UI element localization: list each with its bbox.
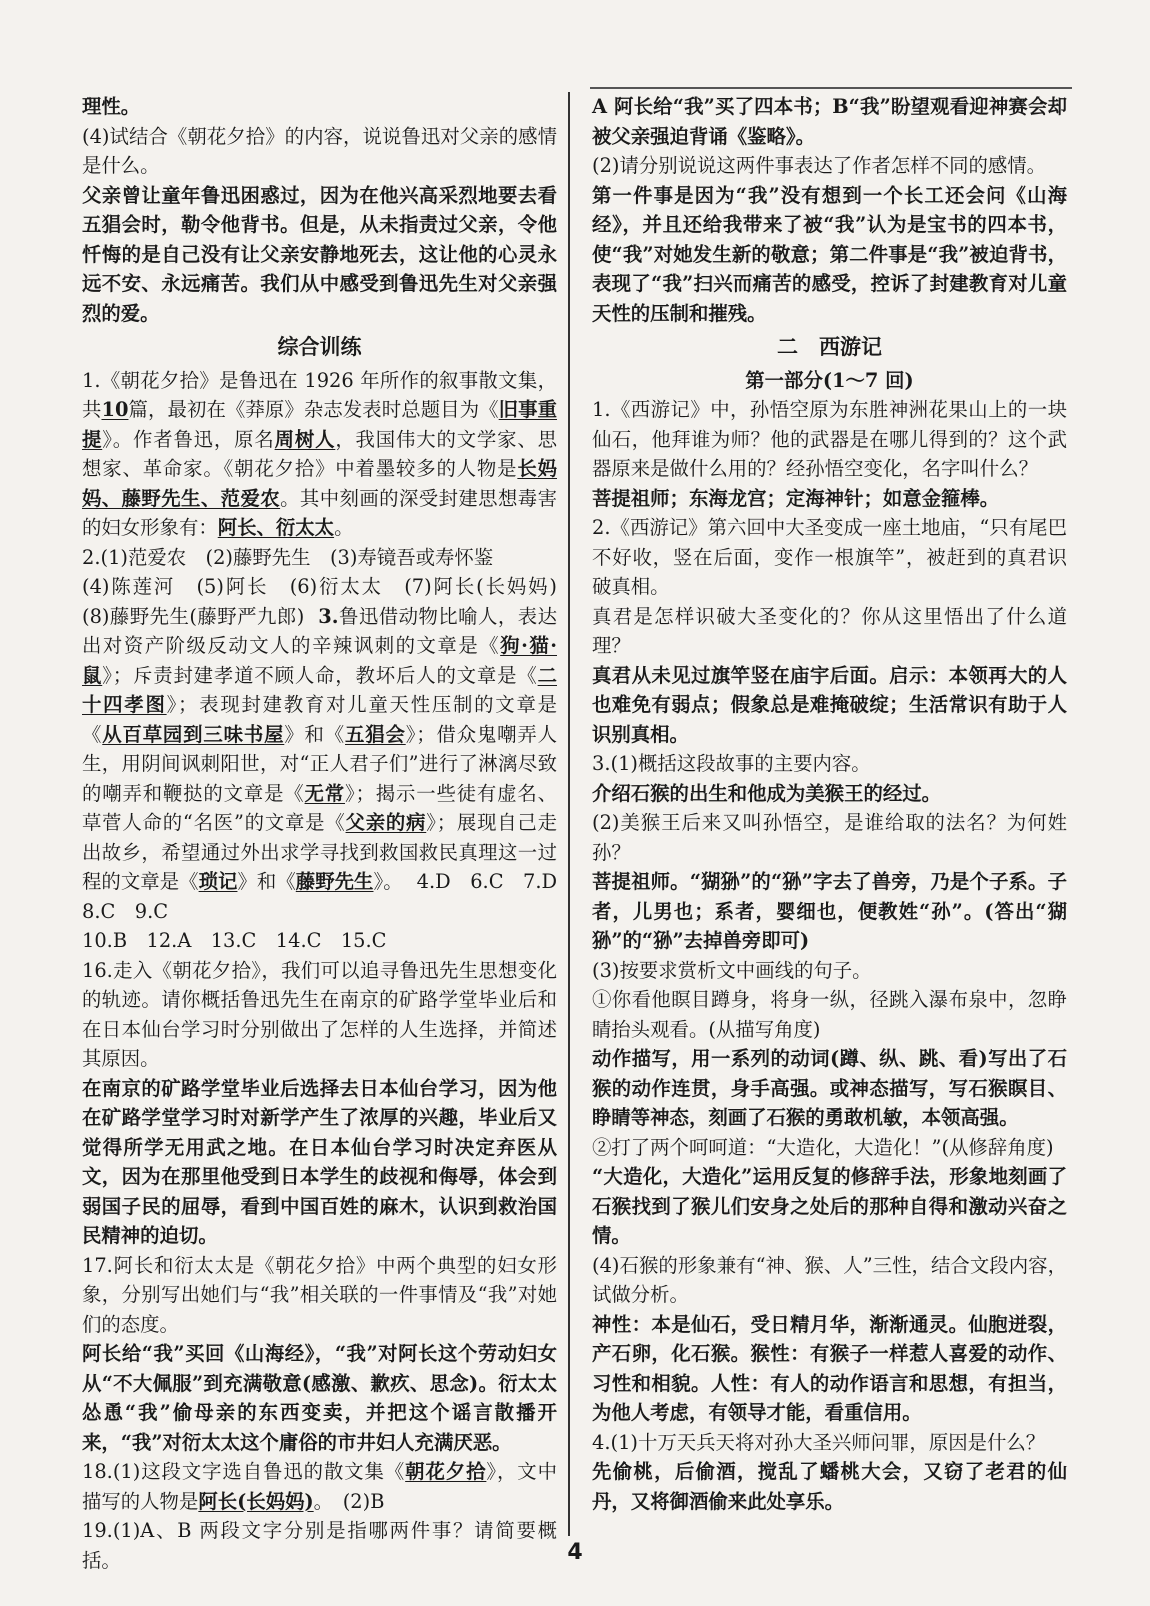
question-2-cont: (4)陈莲河 (5)阿长 (6)衍太太 (7)阿长(长妈妈) (8)藤野先生(藤野严九郎) 3.鲁迅借动物比喻人，表达出对资产阶级反动文人的辛辣讽刺的文章是《狗·猫·鼠》；斥责封建孝道不顾人命，教坏后人的文章是《二十四孝图》；表现封建教育对儿童天性压制的文章是《从百草园到三味书屋》和《五猖会》；借众鬼嘲弄人生，用阴间讽刺阳世，对“正人君子们”进行了淋漓尽致的嘲弄和鞭挞的文章是《无常》；揭示一些徒有虚名、草菅人命的“名医”的文章是《父亲的病》；展现自己走出故乡，希望通过外出求学寻找到救国救民真理这一过程的文章是《琐记》和《藤野先生》。 4.D 6.C 7.D 8.C 9.C (82, 575, 577, 923)
xiyouji-question-2: 2.《西游记》第六回中大圣变成一座土地庙，“只有尾巴不好收，竖在后面，变作一根旗竿”，被赶到的真君识破真相。 (592, 516, 1067, 598)
xiyouji-answer-3-4: 神性：本是仙石，受日精月华，渐渐通灵。仙胞迸裂，产石卵，化石猴。猴性：有猴子一样惹人喜爱的动作、习性和相貌。人性：有人的动作语言和思想，有担当，为他人考虑，有领导才能，看重信用。 (592, 1312, 1067, 1424)
xiyouji-question-1: 1.《西游记》中，孙悟空原为东胜神洲花果山上的一块仙石，他拜谁为师？他的武器是在哪儿得到的？这个武器原来是做什么用的？经孙悟空变化，名字叫什么？ (592, 398, 1067, 480)
question-10-15: 10.B 12.A 13.C 14.C 15.C (82, 929, 387, 952)
answer-text: 理性。 (82, 95, 141, 118)
xiyouji-answer-3-3a: 动作描写，用一系列的动词(蹲、纵、跳、看)写出了石猴的动作连贯，身手高强。或神态描写，写石猴瞑目、睁睛等神态，刻画了石猴的勇敢机敏，本领高强。 (592, 1047, 1067, 1129)
question-19-2: (2)请分别说说这两件事表达了作者怎样不同的感情。 (592, 154, 1047, 177)
xiyouji-answer-4: 先偷桃，后偷酒，搅乱了蟠桃大会，又窃了老君的仙丹，又将御酒偷来此处享乐。 (592, 1460, 1067, 1513)
xiyouji-question-2b: 真君是怎样识破大圣变化的？你从这里悟出了什么道理？ (592, 604, 1067, 657)
xiyouji-question-3-3: (3)按要求赏析文中画线的句子。 (592, 958, 872, 982)
question-1: 1.《朝花夕拾》是鲁迅在 1926 年所作的叙事散文集，共10篇，最初在《莽原》杂志发表时总题目为《旧事重提》。作者鲁迅，原名周树人，我国伟大的文学家、思想家、革命家。《朝花夕拾》中着墨较多的人物是长妈妈、藤野先生、范爱农。其中刻画的深受封建思想毒害的妇女形象有：阿长、衍太太。 (82, 368, 558, 539)
xiyouji-question-3-2: (2)美猴王后来又叫孙悟空，是谁给取的法名？为何姓孙？ (592, 811, 1067, 864)
answer-19-2: 第一件事是因为“我”没有想到一个长工还会问《山海经》，并且还给我带来了被“我”认为是宝书的四本书，使“我”对她发生新的敬意；第二件事是“我”被迫背书，表现了“我”扫兴而痛苦的感受，控诉了封建教育对儿童天性的压制和摧残。 (592, 183, 1067, 325)
xiyouji-answer-1: 菩提祖师；东海龙宫；定海神针；如意金箍棒。 (592, 486, 1000, 510)
column-divider (568, 92, 570, 1536)
xiyouji-answer-3-1: 介绍石猴的出生和他成为美猴王的经过。 (592, 781, 942, 805)
answer-text: 父亲曾让童年鲁迅困惑过，因为在他兴高采烈地要去看五猖会时，勒令他背书。但是，从未指责过父亲，令他忏悔的是自己没有让父亲安静地死去，这让他的心灵永远不安、永远痛苦。我们从中感受到鲁迅先生对父亲强烈的爱。 (82, 183, 557, 325)
question-text: (4)试结合《朝花夕拾》的内容，说说鲁迅对父亲的感情是什么。 (82, 124, 557, 177)
xiyouji-question-3-1: 3.(1)概括这段故事的主要内容。 (592, 752, 871, 775)
section-subtitle: 第一部分(1～7 回) (745, 368, 914, 392)
section-title: 综合训练 (277, 334, 362, 359)
xiyouji-answer-2: 真君从未见过旗竿竖在庙宇后面。启示：本领再大的人也难免有弱点；假象总是难掩破绽；生活常识有助于人识别真相。 (592, 663, 1067, 746)
answer-16: 在南京的矿路学堂毕业后选择去日本仙台学习，因为他在矿路学堂学习时对新学产生了浓厚的兴趣，毕业后又觉得所学无用武之地。在日本仙台学习时决定弃医从文，因为在那里他受到日本学生的歧视和侮辱，体会到弱国子民的屈辱，看到中国百姓的麻木，认识到救治国民精神的迫切。 (82, 1076, 557, 1247)
answer-19-1: A 阿长给“我”买了四本书；B“我”盼望观看迎神赛会却被父亲强迫背诵《鉴略》。 (592, 95, 1067, 148)
page-number: 4 (567, 1540, 583, 1565)
question-2: 2.(1)范爱农 (2)藤野先生 (3)寿镜吾或寿怀鉴 (82, 545, 494, 569)
answer-17: 阿长给“我”买回《山海经》，“我”对阿长这个劳动妇女从“不大佩服”到充满敬意(感激、歉疚、思念)。衍太太怂恿“我”偷母亲的东西变卖，并把这个谣言散播开来，“我”对衍太太这个庸俗的市井妇人充满厌恶。 (82, 1342, 557, 1454)
question-16: 16.走入《朝花夕拾》，我们可以追寻鲁迅先生思想变化的轨迹。请你概括鲁迅先生在南京的矿路学堂毕业后和在日本仙台学习时分别做出了怎样的人生选择，并简述其原因。 (82, 958, 557, 1070)
xiyouji-question-3-4: (4)石猴的形象兼有“神、猴、人”三性，结合文段内容，试做分析。 (592, 1253, 1067, 1306)
xiyouji-answer-3-2: 菩提祖师。“猢狲”的“狲”字去了兽旁，乃是个子系。子者，儿男也；系者，婴细也，便教姓“孙”。(答出“猢狲”的“狲”去掉兽旁即可) (592, 870, 1067, 952)
xiyouji-sentence-1: ①你看他瞑目蹲身，将身一纵，径跳入瀑布泉中，忽睁睛抬头观看。(从描写角度) (592, 988, 1067, 1041)
xiyouji-question-4: 4.(1)十万天兵天将对孙大圣兴师问罪，原因是什么？ (592, 1430, 1046, 1454)
question-19: 19.(1)A、B 两段文字分别是指哪两件事？请简要概括。 (82, 1519, 557, 1572)
question-17: 17.阿长和衍太太是《朝花夕拾》中两个典型的妇女形象，分别写出她们与“我”相关联的一件事情及“我”对她们的态度。 (82, 1253, 557, 1336)
right-column (592, 92, 1067, 1516)
left-column (82, 92, 577, 1575)
xiyouji-answer-3-3b: “大造化，大造化”运用反复的修辞手法，形象地刻画了石猴找到了猴儿们安身之处后的那种自得和激动兴奋之情。 (592, 1165, 1067, 1247)
question-18: 18.(1)这段文字选自鲁迅的散文集《朝花夕拾》，文中描写的人物是阿长(长妈妈)。 (2)B (82, 1460, 557, 1513)
xiyouji-sentence-2: ②打了两个呵呵道：“大造化，大造化！”(从修辞角度) (592, 1135, 1054, 1159)
section-title: 二 西游记 (777, 334, 882, 359)
top-rule (590, 87, 1072, 89)
